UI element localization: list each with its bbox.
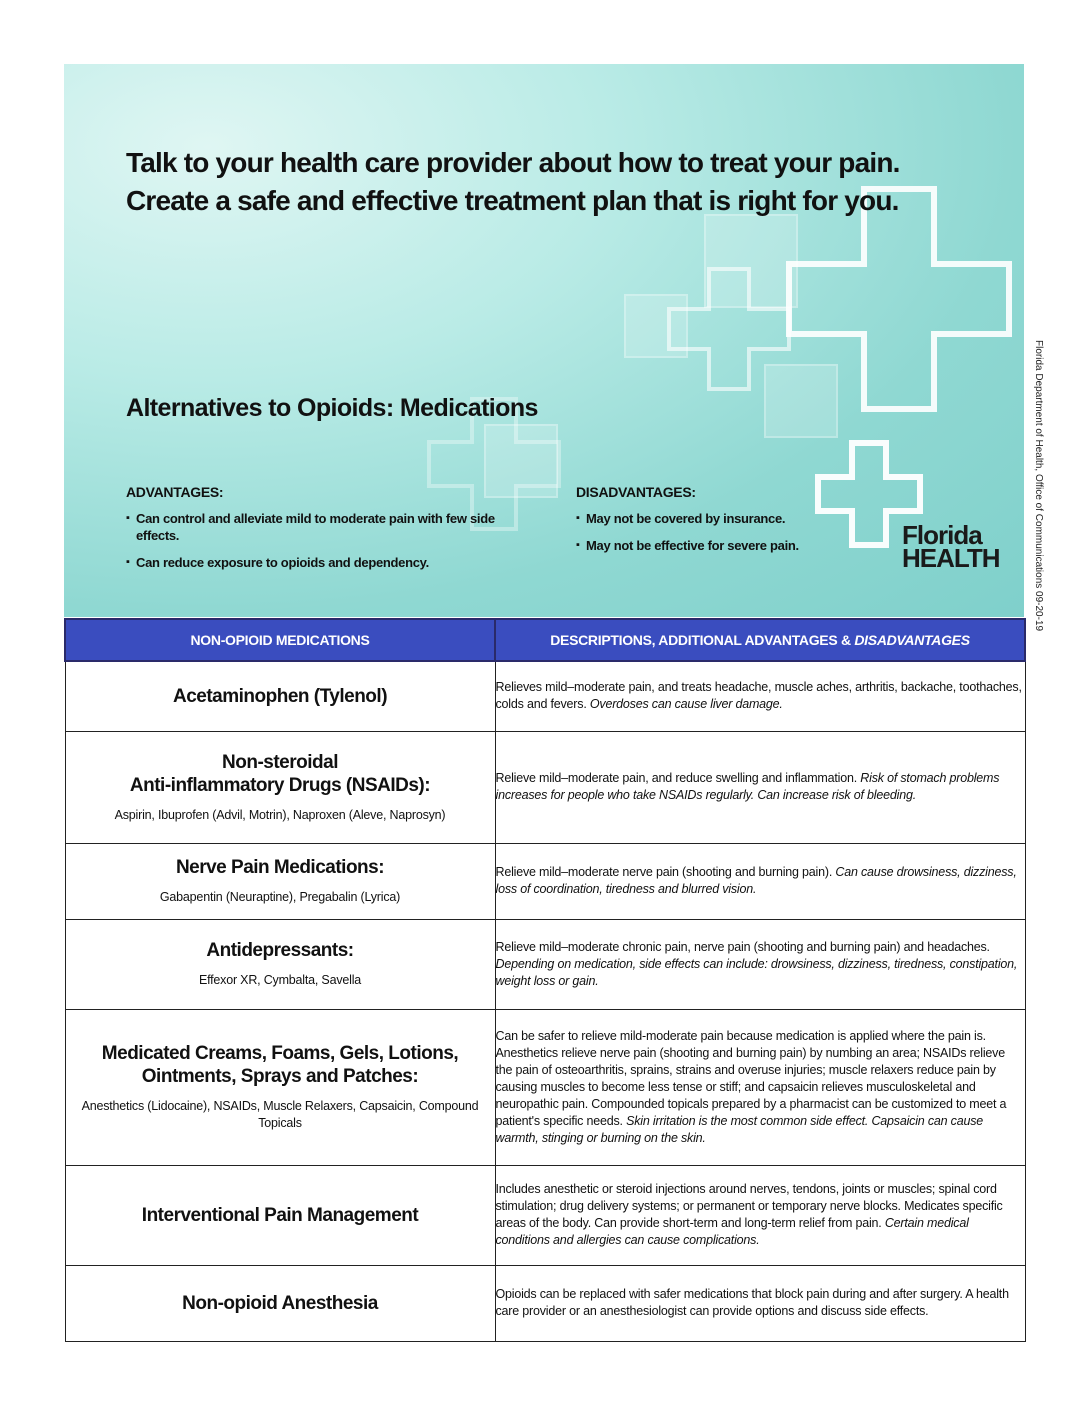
description-text: Opioids can be replaced with safer medications that block pain during and after surgery. A health care provider or an anesthesiologist can provide options and discuss side effects. (495, 1287, 1009, 1318)
table-row (65, 1265, 1025, 1341)
description-cell (495, 919, 1025, 1009)
description-cell (495, 661, 1025, 731)
disadvantage-text: Skin irritation is the most common side effect. Capsaicin can cause warmth, stinging or burning on the skin. (495, 1113, 984, 1145)
description-cell (495, 731, 1025, 843)
logo-line-1: Florida (902, 520, 982, 550)
description-cell (495, 1009, 1025, 1165)
column-header-disadvantages-text: DISADVANTAGES (854, 632, 970, 648)
advantage-item: ▪ Can reduce exposure to opioids and dependency. (126, 554, 506, 571)
description-cell (495, 1265, 1025, 1341)
headline-line-1: Talk to your health care provider about how to treat your pain. (126, 147, 900, 178)
table-row (65, 1009, 1025, 1165)
description-text: Relieve mild–moderate nerve pain (shooting and burning pain). (495, 865, 836, 879)
disadvantages-list (576, 484, 876, 564)
disadvantage-item: ▪ May not be effective for severe pain. (576, 537, 876, 554)
medication-name: Antidepressants: (206, 940, 354, 961)
table-row (65, 843, 1025, 919)
advantage-item: ▪ Can control and alleviate mild to moderate pain with few side effects. (126, 510, 506, 544)
medication-examples: Effexor XR, Cymbalta, Savella (198, 973, 362, 987)
medication-name-cell (65, 1165, 495, 1265)
disadvantage-item: ▪ May not be covered by insurance. (576, 510, 876, 527)
medication-examples: Aspirin, Ibuprofen (Advil, Motrin), Naproxen (Aleve, Naprosyn) (114, 807, 446, 822)
medication-name: Nerve Pain Medications: (175, 857, 385, 878)
medications-table (64, 618, 1026, 1342)
medication-name-cell (65, 661, 495, 731)
disadvantage-text: Depending on medication, side effects can include: drowsiness, dizziness, tiredness, constipation, weight loss or gain. (495, 956, 1018, 988)
description-text: Includes anesthetic or steroid injections around nerves, tendons, joints or muscles; spinal cord stimulation; drug delivery systems; or permanent or temporary nerve blocks. Medicates specific areas of the body. Can provide short-term and long-term relief from pain. (495, 1182, 1003, 1230)
medication-name: Non-opioid Anesthesia (182, 1292, 378, 1314)
table-row (65, 661, 1025, 731)
medication-name: Medicated Creams, Foams, Gels, Lotions, Ointments, Sprays and Patches: (101, 1043, 459, 1087)
medication-name-cell (65, 1265, 495, 1341)
florida-health-logo (902, 520, 1000, 573)
medication-name-cell (65, 1009, 495, 1165)
table-row (65, 1165, 1025, 1265)
medication-name: Acetaminophen (Tylenol) (172, 685, 388, 707)
disadvantage-text: Overdoses can cause liver damage. (589, 697, 783, 712)
medication-name: Non-steroidal Anti-inflammatory Drugs (NSAIDs): (129, 751, 431, 796)
advantages-list (126, 484, 506, 581)
hero-banner (64, 64, 1024, 617)
medication-name: Interventional Pain Management (141, 1204, 419, 1226)
description-text: Relieve mild–moderate pain, and reduce swelling and inflammation. (495, 771, 861, 785)
disadvantage-text: Risk of stomach problems increases for people who take NSAIDs regularly. Can increase risk of bleeding. (495, 771, 1000, 802)
description-text: Relieves mild–moderate pain, and treats headache, muscle aches, arthritis, backache, toothaches, colds and fevers. (495, 680, 1022, 712)
table-row (65, 919, 1025, 1009)
headline-line-2: Create a safe and effective treatment plan that is right for you. (126, 185, 899, 216)
medication-name-cell (65, 731, 495, 843)
description-cell (495, 1165, 1025, 1265)
column-header-descriptions (495, 619, 1025, 661)
side-credit (1032, 340, 1044, 632)
table-header-row (65, 619, 1025, 661)
medication-name-cell (65, 919, 495, 1009)
medication-examples: Gabapentin (Neuraptine), Pregabalin (Lyrica) (159, 890, 401, 904)
description-text: Relieve mild–moderate chronic pain, nerve pain (shooting and burning pain) and headaches. (495, 939, 990, 954)
side-credit-text: Florida Department of Health, Office of Communications 09-20-19 (1033, 340, 1044, 632)
advantages-label: ADVANTAGES: (126, 484, 224, 500)
table-row (65, 731, 1025, 843)
logo-line-2: HEALTH (902, 543, 1000, 573)
section-title: Alternatives to Opioids: Medications (126, 394, 538, 422)
column-header-descriptions-text: DESCRIPTIONS, ADDITIONAL ADVANTAGES & (550, 632, 855, 648)
description-text: Can be safer to relieve mild-moderate pain because medication is applied where the pain is. Anesthetics relieve nerve pain (shooting and burning pain) by numbing an area; NSAIDs relieve the pain of osteoarthritis, sprains, strains and overuse injuries; muscle relaxers reduce pain by causing muscles to become less tense or stiff; and capsaicin relieves musculoskeletal and neuropathic pain. Compounded topicals prepared by a pharmacist can be customized to meet a patient's specific needs. (495, 1028, 1007, 1128)
disadvantage-text: Can cause drowsiness, dizziness, loss of coordination, tiredness and blurred vision. (495, 865, 1017, 896)
disadvantage-text: Certain medical conditions and allergies can cause complications. (495, 1216, 969, 1247)
medical-cross-icon (664, 264, 794, 394)
column-header-medications: NON-OPIOID MEDICATIONS (65, 619, 495, 661)
medication-examples: Anesthetics (Lidocaine), NSAIDs, Muscle Relaxers, Capsaicin, Compound Topicals (81, 1099, 479, 1130)
medication-name-cell (65, 843, 495, 919)
headline (126, 144, 966, 220)
description-cell (495, 843, 1025, 919)
disadvantages-label: DISADVANTAGES: (576, 484, 696, 500)
